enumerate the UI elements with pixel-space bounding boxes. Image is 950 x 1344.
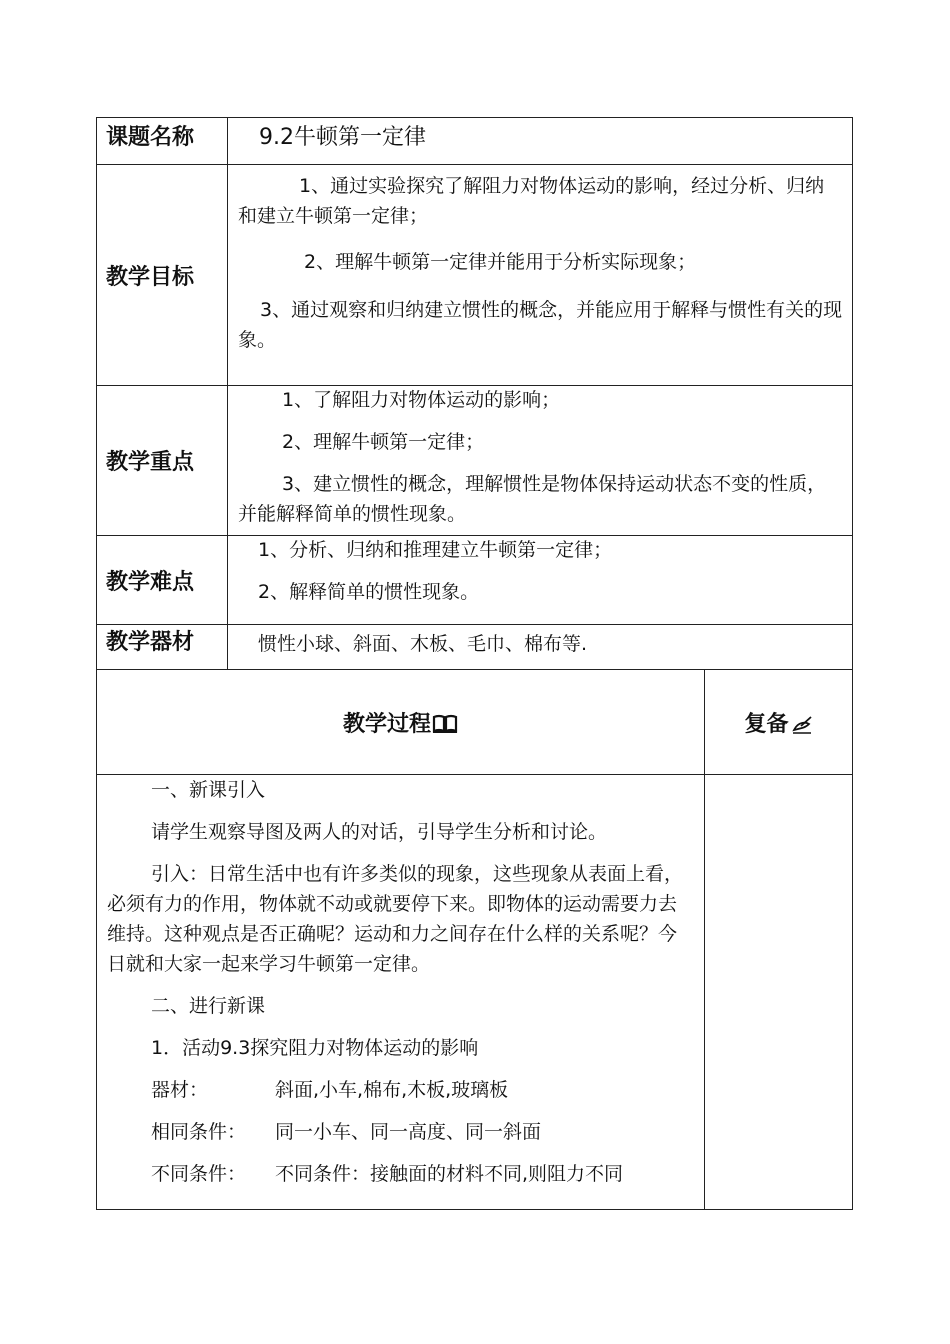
review-header-cell [705, 670, 853, 775]
process-header-label: 教学过程 [342, 711, 431, 737]
process-header-row [97, 670, 853, 775]
equipment-cell [228, 625, 853, 670]
open-book-icon [432, 714, 458, 738]
review-header-label: 复备 [744, 711, 789, 737]
equipment-value: 惯性小球、斜面、木板、毛巾、棉布等. [258, 633, 588, 655]
objectives-row [97, 165, 853, 386]
objectives-label: 教学目标 [97, 165, 228, 386]
objective-item: 2、理解牛顿第一定律并能用于分析实际现象； [304, 251, 697, 273]
intro-heading: 一、新课引入 [151, 779, 266, 801]
difficulty-item: 1、分析、归纳和推理建立牛顿第一定律； [258, 539, 613, 561]
materials-line [107, 1075, 694, 1105]
process-body-cell [97, 775, 705, 1210]
difficulties-row [97, 536, 853, 625]
key-point-item: 2、理解牛顿第一定律； [282, 431, 485, 453]
lesson-plan-table [96, 117, 853, 1210]
different-conditions-value: 不同条件：接触面的材料不同,则阻力不同 [275, 1163, 624, 1185]
intro-paragraph: 引入：日常生活中也有许多类似的现象，这些现象从表面上看，必须有力的作用，物体就不动或就要停下来。即物体的运动需要力去维持。这种观点是否正确呢？运动和力之间存在什么样的关系呢？今日就和大家一起来学习牛顿第一定律。 [107, 863, 684, 975]
objective-item: 3、通过观察和归纳建立惯性的概念，并能应用于解释与惯性有关的现象。 [238, 299, 843, 351]
key-point-item: 1、了解阻力对物体运动的影响； [282, 389, 561, 411]
same-conditions-value: 同一小车、同一高度、同一斜面 [275, 1121, 542, 1143]
difficulty-item: 2、解释简单的惯性现象。 [258, 581, 480, 603]
difficulties-label: 教学难点 [97, 536, 228, 625]
key-points-label: 教学重点 [97, 386, 228, 536]
materials-value: 斜面,小车,棉布,木板,玻璃板 [275, 1079, 509, 1101]
same-conditions-line [107, 1117, 694, 1147]
title-value: 9.2牛顿第一定律 [259, 125, 426, 150]
different-conditions-label: 不同条件： [151, 1163, 247, 1185]
materials-label: 器材： [151, 1079, 209, 1101]
title-label [97, 118, 228, 165]
equipment-row [97, 625, 853, 670]
objectives-cell [228, 165, 853, 386]
different-conditions-line [107, 1159, 694, 1189]
process-body-row [97, 775, 853, 1210]
title-label-text: 课题名称 [106, 125, 195, 150]
equipment-label-text: 教学器材 [106, 630, 195, 655]
key-points-cell [228, 386, 853, 536]
title-value-cell [228, 118, 853, 165]
intro-paragraph: 请学生观察导图及两人的对话，引导学生分析和讨论。 [151, 821, 608, 843]
review-body-cell [705, 775, 853, 1210]
process-header-cell [97, 670, 705, 775]
activity-heading: 1．活动9.3探究阻力对物体运动的影响 [151, 1037, 479, 1059]
difficulties-cell [228, 536, 853, 625]
objective-item: 1、通过实验探究了解阻力对物体运动的影响，经过分析、归纳和建立牛顿第一定律； [238, 175, 825, 227]
writing-hand-icon [791, 714, 813, 738]
equipment-label [97, 625, 228, 670]
new-lesson-heading: 二、进行新课 [151, 995, 266, 1017]
title-row [97, 118, 853, 165]
key-point-item: 3、建立惯性的概念，理解惯性是物体保持运动状态不变的性质，并能解释简单的惯性现象。 [238, 473, 827, 525]
same-conditions-label: 相同条件： [151, 1121, 247, 1143]
key-points-row [97, 386, 853, 536]
